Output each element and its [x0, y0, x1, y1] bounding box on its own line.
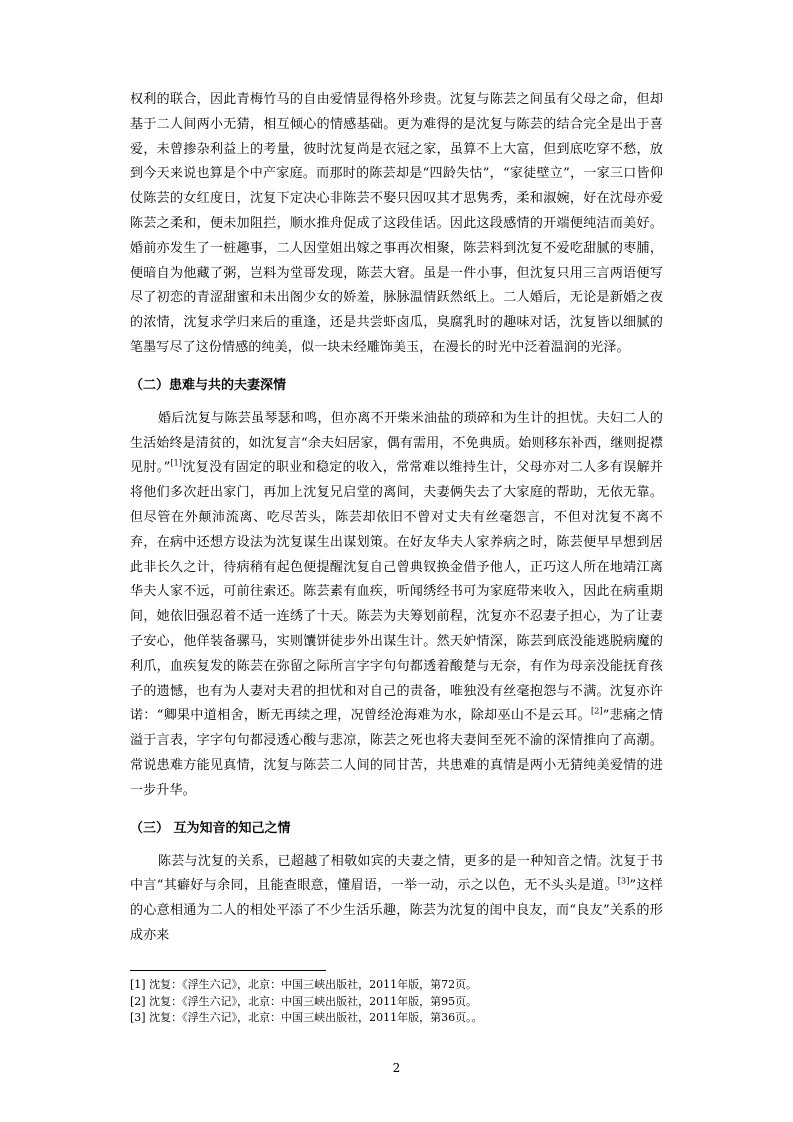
footnote-3: [3] 沈复：《浮生六记》，北京：中国三峡出版社，2011年版，第36页。。: [130, 1011, 483, 1024]
paragraph-3: [130, 850, 663, 949]
paragraph-2-part-a: 婚后沈复与陈芸虽琴瑟和鸣，但亦离不开柴米油盐的琐碎和为生计的担忧。夫妇二人的生活始终是清贫的，如沈复言“余夫妇居家，偶有需用，不免典质。始则移东补西，继则捉襟见肘。”: [130, 410, 663, 476]
paragraph-2-part-c: ”悲痛之情溢于言表，字字句句都浸透心酸与悲凉，陈芸之死也将夫妻间至死不渝的深情推向了高潮。常说患难方能见真情，沈复与陈芸二人间的同甘苦，共患难的真情是两小无猜纯美爱情的进一步升华。: [130, 708, 663, 798]
section-heading-2: （二）患难与共的夫妻深情: [130, 377, 287, 393]
paragraph-1: 权利的联合，因此青梅竹马的自由爱情显得格外珍贵。沈复与陈芸之间虽有父母之命，但却基于二人间两小无猜，相互倾心的情感基础。更为难得的是沈复与陈芸的结合完全是出于喜爱，未曾掺杂利益上的考量，彼时沈复尚是衣冠之家，虽算不上大富，但到底吃穿不愁，放到今天来说也算是个中产家庭。而那时的陈芸却是“四龄失怙”，“家徒壁立”，一家三口皆仰仗陈芸的女红度日，沈复下定决心非陈芸不娶只因叹其才思隽秀，柔和淑婉，好在沈母亦爱陈芸之柔和，便未加阻拦，顺水推舟促成了这段佳话。因此这段感情的开端便纯洁而美好。婚前亦发生了一桩趣事，二人因堂姐出嫁之事再次相聚，陈芸料到沈复不爱吃甜腻的枣脯，便暗自为他藏了粥，岂料为堂哥发现，陈芸大窘。虽是一件小事，但沈复只用三言两语便写尽了初恋的青涩甜蜜和未出阁少女的娇羞，脉脉温情跃然纸上。二人婚后，无论是新婚之夜的浓情，沈复求学归来后的重逢，还是共尝虾卤瓜，臭腐乳时的趣味对话，沈复皆以细腻的笔墨写尽了这份情感的纯美，似一块未经雕饰美玉，在漫长的时光中泛着温润的光泽。: [130, 92, 663, 355]
paragraph-2: [130, 407, 663, 804]
footnote-1: [1] 沈复：《浮生六记》，北京：中国三峡出版社，2011年版，第72页。: [130, 978, 478, 991]
footnotes: [130, 977, 663, 1027]
section-heading-3: （三） 互为知音的知己之情: [130, 820, 291, 836]
paragraph-3-part-b: ”这样的心意相通为二人的相处平添了不少生活乐趣，陈芸为沈复的闺中良友，而“良友”关系的形成亦来: [130, 878, 663, 943]
footnote-2: [2] 沈复：《浮生六记》，北京：中国三峡出版社，2011年版，第95页。: [130, 994, 478, 1008]
footnote-ref-1[interactable]: [1]: [170, 459, 183, 469]
document-body: [130, 88, 663, 949]
page-number: 2: [392, 1061, 401, 1075]
footnote-divider: [130, 970, 326, 971]
footnote-ref-2[interactable]: [2]: [590, 707, 603, 716]
paragraph-3-part-a: 陈芸与沈复的关系，已超越了相敬如宾的夫妻之情，更多的是一种知音之情。沈复于书中言“其癖好与余同，且能查眼意，懂眉语，一举一动，示之以色，无不头头是道。: [130, 853, 663, 894]
footnote-ref-3[interactable]: [3]: [617, 876, 630, 886]
paragraph-2-part-b: 沈复没有固定的职业和稳定的收入，常常难以维持生计，父母亦对二人多有误解并将他们多次赶出家门，再加上沈复兄启堂的离间，夫妻俩失去了大家庭的帮助，无依无靠。但尽管在外颠沛流离、吃尽苦头，陈芸却依旧不曾对丈夫有丝毫怨言，不但对沈复不离不弃，在病中还想方设法为沈复谋生出谋划策。在好友华夫人家养病之时，陈芸便早早想到居此非长久之计，待病稍有起色便提醒沈复自己曾典钗换金借予他人，正巧这人所在地靖江离华夫人家不远，可前往索还。陈芸素有血疾，听闻绣经书可为家庭带来收入，因此在病重期间，她依旧强忍着不适一连绣了十天。陈芸为夫筹划前程，沈复亦不忍妻子担心，为了让妻子安心，他佯装备骡马，实则馕饼徒步外出谋生计。然天妒情深，陈芸到底没能逃脱病魔的利爪，血疾复发的陈芸在弥留之际所言字字句句都透着酸楚与无奈，有作为母亲没能抚育孩子的遗憾，也有为人妻对夫君的担忧和对自己的责备，唯独没有丝毫抱怨与不满。沈复亦许诺：“卿果中道相舍，断无再续之理，况曾经沧海难为水，除却巫山不是云耳。: [130, 460, 664, 724]
